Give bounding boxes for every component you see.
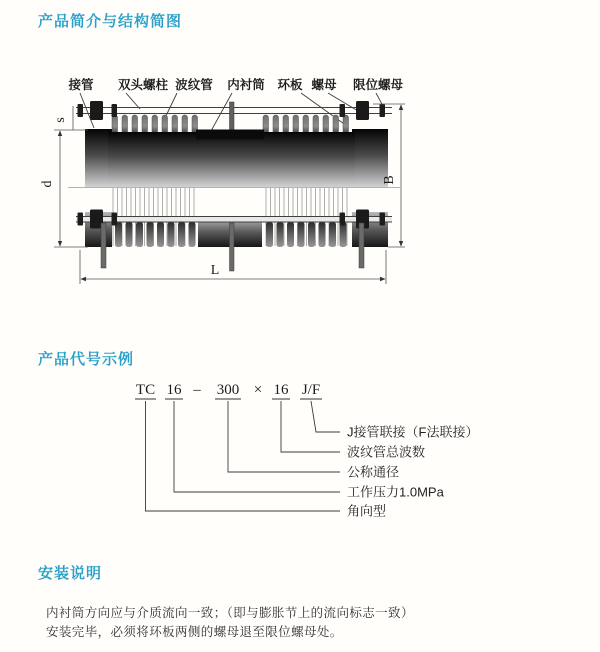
body-top bbox=[85, 129, 388, 187]
callout-conn: J接管联接（F法联接） bbox=[347, 424, 479, 440]
product-code-diagram bbox=[135, 382, 478, 519]
label-ring-plate: 环板 bbox=[277, 78, 303, 92]
callout-pressure: 工作压力1.0MPa bbox=[347, 484, 444, 500]
label-bellows: 波纹管 bbox=[175, 78, 213, 92]
code-tokens bbox=[136, 382, 320, 398]
code-times: × bbox=[253, 382, 263, 398]
section-title-intro: 产品简介与结构简图 bbox=[38, 13, 183, 30]
code-connectors bbox=[146, 401, 341, 511]
callout-dn: 公称通径 bbox=[347, 464, 400, 480]
code-model: TC bbox=[135, 382, 156, 398]
code-waves: 16 bbox=[273, 382, 289, 398]
label-limit-nut: 限位螺母 bbox=[352, 78, 404, 92]
code-conn: J/F bbox=[301, 382, 321, 398]
code-dash: – bbox=[193, 382, 201, 398]
callout-model: 角向型 bbox=[347, 503, 387, 519]
install-instruction-line2: 安装完毕，必须将环板两侧的螺母退至限位螺母处。 bbox=[46, 625, 343, 639]
section-title-code-example: 产品代号示例 bbox=[38, 351, 135, 368]
liner-band bbox=[196, 130, 264, 140]
install-instruction-line1: 内衬筒方向应与介质流向一致；（即与膨胀节上的流向标志一致） bbox=[46, 606, 414, 620]
code-pressure: 16 bbox=[166, 382, 182, 398]
code-callouts bbox=[347, 425, 478, 519]
label-liner: 内衬筒 bbox=[227, 78, 265, 92]
section-title-install: 安装说明 bbox=[38, 565, 103, 582]
label-stud: 双头螺柱 bbox=[117, 78, 169, 92]
bellows-shell bbox=[108, 132, 355, 187]
dim-d: d bbox=[40, 180, 55, 188]
callout-waves: 波纹管总波数 bbox=[347, 444, 426, 460]
structure-diagram bbox=[40, 77, 405, 284]
label-nut: 螺母 bbox=[311, 78, 337, 92]
part-labels bbox=[67, 77, 403, 92]
pipe-end-left bbox=[85, 129, 112, 187]
dim-l: L bbox=[210, 263, 220, 278]
label-pipe-end: 接管 bbox=[68, 78, 94, 92]
dim-s: s bbox=[53, 117, 68, 123]
dim-b: B bbox=[382, 175, 397, 185]
code-dn: 300 bbox=[216, 382, 240, 398]
center-stud-top bbox=[230, 102, 235, 132]
